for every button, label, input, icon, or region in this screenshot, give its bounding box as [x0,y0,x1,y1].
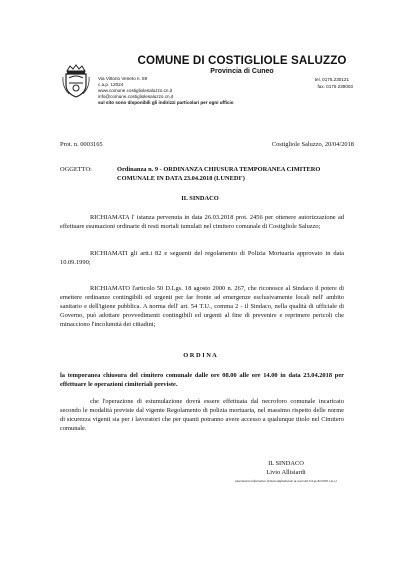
heading-sindaco: IL SINDACO [181,195,219,202]
paragraph-estumulazione [60,397,344,433]
address: Via Vittorio Veneto n. 59 [98,76,148,81]
comune-name: COMUNE DI COSTIGLIOLE SALUZZO [137,54,347,67]
paragraph-richiamato [60,284,344,329]
ordina-heading: O R D I N A [183,352,217,359]
paragraph-richiamata [60,213,344,231]
signature-note: (documento informatico firmato digitalmente ai sensi del D.Lgs 82/2005 s.m.i.) [235,479,337,483]
signature-name: Livio Allisiardi [266,469,306,476]
fax: fax. 0175 239003 [317,84,353,89]
website: www.comune.costigliolesaluzzo.cn.it [98,88,173,93]
paragraph-order: la temporanea chiusura del cimitero comunale dalle ore 08.00 alle ore 14.00 in data 23.04.2018 per effettuare le operazioni cimiteriali previste. [60,372,344,389]
paragraph-estumulazione-text: che l'operazione di estumulazione dovrà essere effettuata dal necroforo comunale incaricato secondo le modalità previste dal vigente Regolamento di polizia mortuaria, nel massimo rispetto delle norme di sicurezza vigenti sia per i lavoratori che per quanti potranno avere accesso a qualunque titolo nel Cimitero comunale. [60,398,344,433]
protocol-number: Prot. n. 0003165 [60,141,103,148]
provincia-name: Provincia di Cuneo [210,68,274,75]
signature-title: IL SINDACO [268,460,304,467]
cap: c.a.p. 12024 [98,82,124,87]
place-date: Costigliole Saluzzo, 20/04/2018 [271,141,354,148]
header-note: sul sito sono disponibili gli indirizzi particolari per ogni ufficio [98,100,234,105]
subject-line-1: Ordinanza n. 9 - ORDINANZA CHIUSURA TEMPORANEA CIMITERO [117,166,321,173]
paragraph-richiamato-text: RICHIAMATO l'articolo 50 D.Lgs. 18 agosto 2000 n. 267, che riconosce al Sindaco il potere di emettere ordinanze contingibili ed urgenti per far fronte ad emergenze esclusivamente locali nell' ambito sanitario e dell'igiene pubblica. A norma dell' art. 54 T.U., comma 2 - il Sindaco, nella qualità di ufficiale di Governo, può adottare provvedimenti contingibili ed urgenti al fine di prevenire e reprimere pericoli che minacciono l'incolumità dei cittadini; [60,285,344,329]
subject-line-2: COMUNALE IN DATA 23.04.2018 (LUNEDI') [117,175,245,182]
telephone: tel. 0175.230121 [314,77,349,82]
paragraph-richiamati [60,249,344,267]
paragraph-richiamati-text: RICHIAMATI gli artt.i 82 e seguenti del regolamento di Polizia Mortuaria approvato in data 10.09.1990; [60,250,344,267]
subject-label: OGGETTO: [60,166,92,173]
paragraph-richiamata-text: RICHIAMATA l' istanza pervenuta in data 26.03.2018 prot. 2456 per ottenere autorizzazione ad effettuare esumazioni ordinarie di resti mortali tumulati nel cimitero comunale di Costigliole Saluzzo; [60,214,344,231]
email: info@comune.costigliolesaluzzo.cn.it [98,94,174,99]
municipal-crest-icon [62,63,90,99]
